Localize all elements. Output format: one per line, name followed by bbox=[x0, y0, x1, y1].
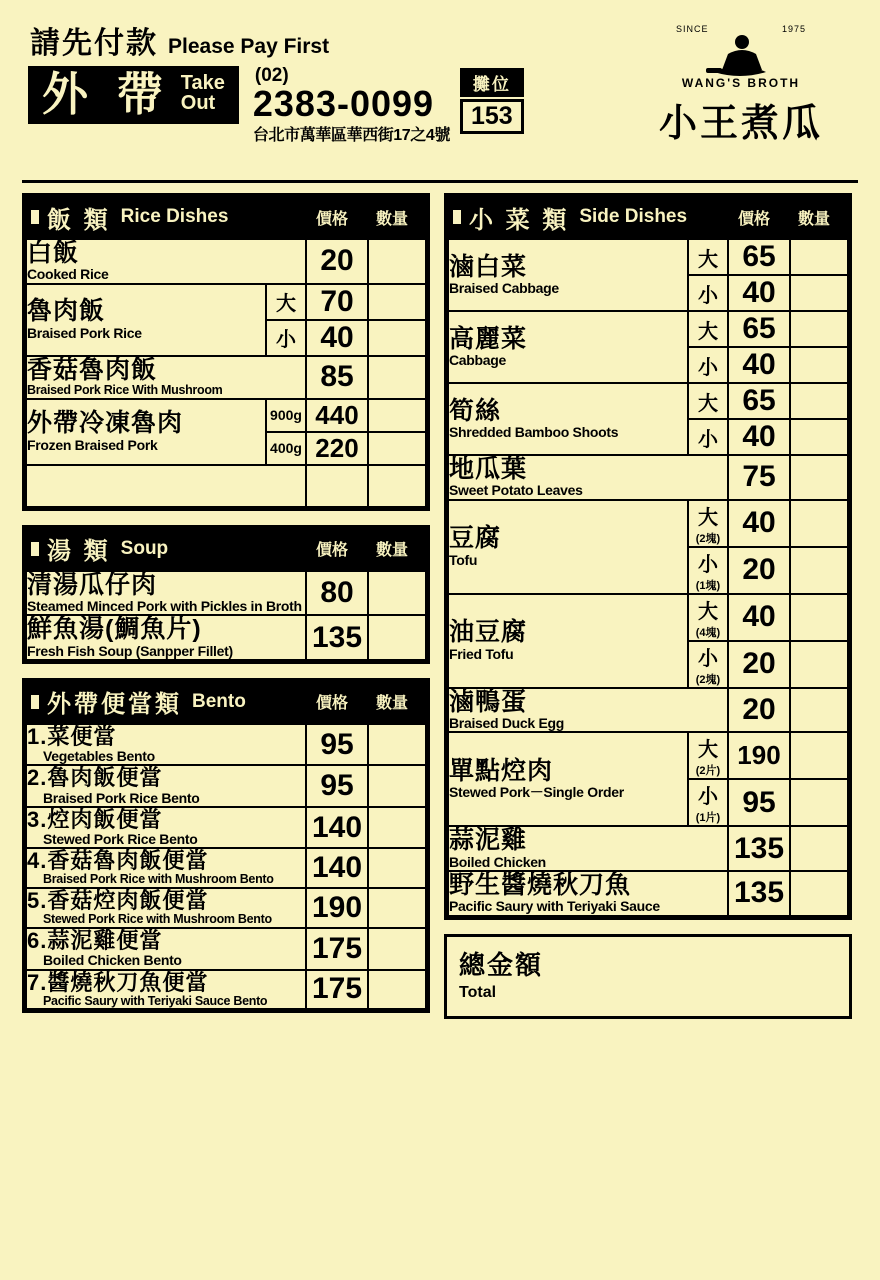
item-name bbox=[448, 239, 688, 311]
item-qty-cell[interactable] bbox=[368, 465, 426, 507]
table-row[interactable] bbox=[448, 826, 848, 871]
item-number: 3. bbox=[27, 806, 48, 832]
table-row[interactable] bbox=[26, 848, 426, 888]
item-qty-cell[interactable] bbox=[368, 399, 426, 432]
item-label-cn: 魯肉飯便當 bbox=[47, 765, 163, 791]
item-name bbox=[26, 356, 306, 399]
table-row[interactable] bbox=[448, 383, 848, 419]
phone-area-code: (02) bbox=[254, 65, 289, 86]
pay-first-en: Please Pay First bbox=[168, 35, 330, 58]
col-header-price: 價格 bbox=[315, 542, 348, 560]
item-price: 175 bbox=[306, 970, 368, 1010]
item-number: 5. bbox=[27, 888, 48, 914]
menu-header bbox=[22, 18, 858, 176]
item-qty-cell[interactable] bbox=[790, 383, 848, 419]
item-name bbox=[26, 571, 306, 616]
item-name bbox=[26, 399, 266, 465]
item-qty-cell[interactable] bbox=[790, 311, 848, 347]
item-size: 400g bbox=[266, 432, 306, 465]
item-price: 95 bbox=[728, 779, 790, 826]
item-name bbox=[26, 724, 306, 765]
table-row[interactable] bbox=[26, 807, 426, 848]
item-qty-cell[interactable] bbox=[790, 347, 848, 383]
item-qty-cell[interactable] bbox=[368, 848, 426, 888]
item-size-label: 小 bbox=[698, 786, 718, 809]
item-qty-cell[interactable] bbox=[368, 432, 426, 465]
item-name bbox=[26, 284, 266, 356]
right-column bbox=[444, 193, 852, 1027]
item-name-en: Sweet Potato Leaves bbox=[449, 482, 583, 499]
item-price: 95 bbox=[306, 765, 368, 806]
item-name-cn: 滷白菜 bbox=[449, 252, 528, 281]
bullet-icon bbox=[453, 210, 461, 224]
item-size bbox=[688, 500, 728, 547]
item-name-cn: 豆腐 bbox=[449, 524, 502, 553]
col-header-price: 價格 bbox=[315, 210, 348, 228]
section-header-rice bbox=[25, 196, 427, 238]
bullet-icon bbox=[31, 695, 39, 709]
item-name-en: Braised Pork Rice with Mushroom Bento bbox=[43, 872, 274, 887]
item-name-cn: 外帶冷凍魯肉 bbox=[27, 409, 184, 438]
item-price: 40 bbox=[728, 500, 790, 547]
item-price: 220 bbox=[306, 432, 368, 465]
item-qty-cell[interactable] bbox=[790, 871, 848, 916]
item-label-cn: 醬燒秋刀魚便當 bbox=[47, 969, 209, 995]
item-qty-cell[interactable] bbox=[790, 275, 848, 311]
store-address: 台北市萬華區華西街17之4號 bbox=[252, 127, 450, 144]
item-size: 小 bbox=[688, 419, 728, 455]
item-name-en: Vegetables Bento bbox=[43, 748, 155, 765]
item-size-note: (2片) bbox=[695, 765, 721, 778]
item-name-cn bbox=[27, 929, 305, 952]
item-name-cn: 地瓜葉 bbox=[449, 455, 528, 483]
item-name-en: Fried Tofu bbox=[449, 645, 514, 662]
item-name-cn: 高麗菜 bbox=[449, 324, 528, 353]
item-name bbox=[448, 871, 728, 916]
item-name-en: Frozen Braised Pork bbox=[27, 436, 158, 453]
takeout-badge bbox=[28, 66, 239, 124]
table-row[interactable] bbox=[448, 455, 848, 500]
item-price: 175 bbox=[306, 928, 368, 969]
phone-number: 2383-0099 bbox=[252, 83, 435, 124]
takeout-cn: 外 帶 bbox=[42, 68, 171, 120]
item-name-cn: 滷鴨蛋 bbox=[449, 687, 528, 716]
item-price: 140 bbox=[306, 848, 368, 888]
item-name-cn: 清湯瓜仔肉 bbox=[27, 570, 158, 599]
table-row[interactable] bbox=[448, 732, 848, 779]
item-name-cn bbox=[27, 808, 305, 831]
item-name-en: Braised Duck Egg bbox=[449, 714, 565, 731]
col-header-qty: 數量 bbox=[797, 210, 830, 228]
col-header-qty: 數量 bbox=[375, 210, 408, 228]
item-name-cn: 白飯 bbox=[27, 239, 80, 267]
item-size-label: 小 bbox=[698, 553, 718, 576]
item-price: 140 bbox=[306, 807, 368, 848]
item-price: 190 bbox=[728, 732, 790, 779]
item-name-cn bbox=[27, 889, 305, 912]
item-number: 4. bbox=[27, 848, 48, 874]
item-qty-cell[interactable] bbox=[790, 826, 848, 871]
item-size bbox=[688, 779, 728, 826]
item-name-cn: 魯肉飯 bbox=[27, 297, 106, 326]
takeout-en bbox=[181, 74, 225, 113]
stall-label: 攤位 bbox=[460, 68, 524, 97]
item-name-cn bbox=[27, 725, 305, 748]
item-price: 70 bbox=[306, 284, 368, 320]
item-size: 大 bbox=[266, 284, 306, 320]
item-price-empty bbox=[306, 465, 368, 507]
item-price: 85 bbox=[306, 356, 368, 399]
item-qty-cell[interactable] bbox=[368, 807, 426, 848]
item-price: 75 bbox=[728, 455, 790, 500]
item-qty-cell[interactable] bbox=[790, 547, 848, 594]
item-qty-cell[interactable] bbox=[790, 500, 848, 547]
left-column bbox=[22, 193, 430, 1027]
takeout-en-line1: Take bbox=[180, 72, 225, 95]
item-name-cn: 筍絲 bbox=[449, 396, 502, 425]
item-price: 40 bbox=[306, 320, 368, 356]
item-name-en: Braised Cabbage bbox=[449, 279, 559, 296]
item-name-cn: 鮮魚湯(鯛魚片) bbox=[27, 615, 202, 644]
brand-since-left: SINCE bbox=[676, 24, 709, 34]
takeout-en-line2: Out bbox=[180, 92, 216, 114]
item-qty-cell[interactable] bbox=[790, 641, 848, 688]
table-row[interactable] bbox=[26, 724, 426, 765]
table-row[interactable] bbox=[448, 688, 848, 733]
item-size: 大 bbox=[688, 311, 728, 347]
item-name-en: Stewed Pork Rice with Mushroom Bento bbox=[43, 912, 272, 927]
item-price: 440 bbox=[306, 399, 368, 432]
item-name bbox=[448, 455, 728, 500]
item-name-cn bbox=[27, 971, 305, 994]
item-qty-cell[interactable] bbox=[790, 239, 848, 275]
brand-since-right: 1975 bbox=[781, 24, 806, 34]
item-name-empty bbox=[26, 465, 306, 507]
item-name bbox=[26, 615, 306, 660]
item-size-note: (4塊) bbox=[695, 626, 721, 639]
item-qty-cell[interactable] bbox=[790, 779, 848, 826]
table-row[interactable] bbox=[448, 500, 848, 547]
table-row[interactable] bbox=[26, 928, 426, 969]
col-header-price: 價格 bbox=[737, 210, 770, 228]
item-price: 135 bbox=[306, 615, 368, 660]
item-name-cn: 油豆腐 bbox=[449, 618, 528, 647]
item-name bbox=[448, 688, 728, 733]
item-name bbox=[26, 888, 306, 928]
item-qty-cell[interactable] bbox=[790, 732, 848, 779]
item-size: 大 bbox=[688, 383, 728, 419]
item-size bbox=[688, 547, 728, 594]
pay-first-cn: 請先付款 bbox=[30, 27, 158, 60]
item-label-cn: 菜便當 bbox=[47, 723, 117, 749]
item-number: 1. bbox=[27, 723, 48, 749]
item-price: 40 bbox=[728, 347, 790, 383]
item-label-cn: 蒜泥雞便當 bbox=[47, 928, 163, 954]
item-name-en: Boiled Chicken bbox=[449, 853, 546, 870]
item-size-label: 大 bbox=[698, 739, 718, 762]
item-price: 40 bbox=[728, 594, 790, 641]
item-name bbox=[26, 848, 306, 888]
item-price: 20 bbox=[306, 239, 368, 284]
item-name bbox=[26, 970, 306, 1010]
item-name bbox=[448, 594, 688, 688]
item-name-en: Pacific Saury with Teriyaki Sauce bbox=[449, 898, 660, 915]
item-name-cn: 蒜泥雞 bbox=[449, 826, 528, 855]
item-price: 135 bbox=[728, 871, 790, 916]
table-row[interactable] bbox=[26, 239, 426, 284]
table-row[interactable] bbox=[26, 765, 426, 806]
item-size: 小 bbox=[266, 320, 306, 356]
item-name-en: Stewed Pork Rice Bento bbox=[43, 830, 198, 847]
table-row[interactable] bbox=[26, 356, 426, 399]
item-qty-cell[interactable] bbox=[368, 765, 426, 806]
item-name-cn bbox=[27, 849, 305, 872]
section-title-cn: 湯 類 bbox=[47, 538, 111, 566]
brand-logo bbox=[626, 24, 856, 147]
item-qty-cell[interactable] bbox=[368, 928, 426, 969]
section-title-cn: 小 菜 類 bbox=[469, 206, 570, 234]
item-price: 40 bbox=[728, 275, 790, 311]
item-size-note: (1片) bbox=[695, 812, 721, 825]
stall-number: 153 bbox=[460, 99, 524, 134]
chef-illustration-icon bbox=[680, 32, 800, 88]
item-name-en: Cooked Rice bbox=[27, 266, 109, 283]
item-size bbox=[688, 732, 728, 779]
item-size-note: (2塊) bbox=[695, 673, 721, 686]
item-label-cn: 香菇焢肉飯便當 bbox=[47, 888, 209, 914]
item-name-cn: 單點焢肉 bbox=[449, 756, 554, 785]
item-size-label: 小 bbox=[698, 647, 718, 670]
contact-block bbox=[253, 66, 450, 144]
item-qty-cell[interactable] bbox=[368, 724, 426, 765]
table-row[interactable] bbox=[448, 594, 848, 641]
item-qty-cell[interactable] bbox=[368, 888, 426, 928]
item-name-en: Fresh Fish Soup (Sanpper Fillet) bbox=[27, 642, 233, 659]
section-title-en: Side Dishes bbox=[579, 206, 688, 227]
col-header-qty: 數量 bbox=[375, 695, 408, 713]
table-row[interactable] bbox=[448, 871, 848, 916]
table-row[interactable] bbox=[26, 399, 426, 432]
table-row[interactable] bbox=[26, 571, 426, 616]
item-size-label: 大 bbox=[698, 506, 718, 529]
table-row[interactable] bbox=[448, 239, 848, 275]
brand-name-cn: 小王煮瓜 bbox=[658, 103, 823, 145]
total-label-en: Total bbox=[459, 983, 497, 1001]
item-name bbox=[448, 311, 688, 383]
table-row[interactable] bbox=[26, 284, 426, 320]
item-qty-cell[interactable] bbox=[368, 615, 426, 660]
table-row[interactable] bbox=[26, 888, 426, 928]
item-price: 20 bbox=[728, 688, 790, 733]
header-divider bbox=[22, 180, 858, 183]
col-header-qty: 數量 bbox=[375, 542, 408, 560]
item-name bbox=[26, 765, 306, 806]
item-name bbox=[448, 500, 688, 594]
item-name bbox=[26, 807, 306, 848]
item-size-label: 大 bbox=[698, 600, 718, 623]
item-price: 20 bbox=[728, 547, 790, 594]
item-name-en: Pacific Saury with Teriyaki Sauce Bento bbox=[43, 993, 268, 1008]
section-header-bento bbox=[25, 681, 427, 723]
item-size-note: (2塊) bbox=[695, 532, 721, 545]
item-name-en: Braised Pork Rice Bento bbox=[43, 789, 200, 806]
section-title-cn: 外帶便當類 bbox=[47, 691, 182, 719]
item-size bbox=[688, 594, 728, 641]
section-title-en: Soup bbox=[120, 537, 169, 559]
item-name-en: Braised Pork Rice With Mushroom bbox=[27, 382, 223, 397]
section-title-en: Rice Dishes bbox=[120, 206, 229, 227]
section-title-en: Bento bbox=[192, 690, 246, 712]
section-title-cn: 飯 類 bbox=[47, 206, 111, 234]
item-price: 135 bbox=[728, 826, 790, 871]
item-label-cn: 焢肉飯便當 bbox=[47, 806, 163, 832]
item-number: 2. bbox=[27, 765, 48, 791]
total-box bbox=[444, 934, 852, 1019]
table-row[interactable] bbox=[26, 970, 426, 1010]
item-price: 65 bbox=[728, 383, 790, 419]
item-price: 95 bbox=[306, 724, 368, 765]
item-price: 65 bbox=[728, 239, 790, 275]
item-qty-cell[interactable] bbox=[368, 970, 426, 1010]
item-size: 小 bbox=[688, 275, 728, 311]
table-row[interactable] bbox=[26, 615, 426, 660]
item-price: 65 bbox=[728, 311, 790, 347]
item-name bbox=[26, 239, 306, 284]
bullet-icon bbox=[31, 542, 39, 556]
total-label-cn: 總金額 bbox=[459, 949, 544, 980]
item-name bbox=[448, 732, 688, 826]
item-qty-cell[interactable] bbox=[790, 455, 848, 500]
item-name bbox=[448, 383, 688, 455]
col-header-price: 價格 bbox=[315, 695, 348, 713]
item-price: 40 bbox=[728, 419, 790, 455]
item-name-en: Steamed Minced Pork with Pickles in Broth bbox=[27, 597, 302, 614]
item-size: 小 bbox=[688, 347, 728, 383]
item-number: 7. bbox=[27, 969, 48, 995]
stall-badge bbox=[460, 68, 524, 134]
item-price: 190 bbox=[306, 888, 368, 928]
item-qty-cell[interactable] bbox=[368, 571, 426, 616]
section-header-soup bbox=[25, 528, 427, 570]
item-label-cn: 香菇魯肉飯便當 bbox=[47, 848, 209, 874]
section-soup bbox=[22, 525, 430, 664]
item-name bbox=[26, 928, 306, 969]
section-side-dishes bbox=[444, 193, 852, 920]
item-qty-cell[interactable] bbox=[790, 419, 848, 455]
table-row-empty[interactable] bbox=[26, 465, 426, 507]
item-qty-cell[interactable] bbox=[368, 239, 426, 284]
item-name-cn: 野生醬燒秋刀魚 bbox=[449, 870, 632, 899]
item-size: 大 bbox=[688, 239, 728, 275]
item-name-cn: 香菇魯肉飯 bbox=[27, 355, 158, 384]
item-name-en: Cabbage bbox=[449, 351, 507, 368]
table-row[interactable] bbox=[448, 311, 848, 347]
item-price: 20 bbox=[728, 641, 790, 688]
section-header-side bbox=[447, 196, 849, 238]
item-name-cn bbox=[27, 766, 305, 789]
item-size: 900g bbox=[266, 399, 306, 432]
item-name-en: Shredded Bamboo Shoots bbox=[449, 423, 619, 440]
item-size-note: (1塊) bbox=[695, 579, 721, 592]
item-name-en: Braised Pork Rice bbox=[27, 324, 142, 341]
item-name bbox=[448, 826, 728, 871]
item-qty-cell[interactable] bbox=[368, 320, 426, 356]
section-bento bbox=[22, 678, 430, 1013]
item-qty-cell[interactable] bbox=[368, 284, 426, 320]
item-number: 6. bbox=[27, 928, 48, 954]
bullet-icon bbox=[31, 210, 39, 224]
section-rice-dishes bbox=[22, 193, 430, 511]
brand-name-en: WANG'S BROTH bbox=[681, 76, 801, 90]
item-name-en: Tofu bbox=[449, 551, 478, 568]
item-qty-cell[interactable] bbox=[790, 688, 848, 733]
item-size bbox=[688, 641, 728, 688]
item-price: 80 bbox=[306, 571, 368, 616]
item-name-en: Stewed Pork－Single Order bbox=[449, 784, 624, 801]
item-qty-cell[interactable] bbox=[790, 594, 848, 641]
item-qty-cell[interactable] bbox=[368, 356, 426, 399]
item-name-en: Boiled Chicken Bento bbox=[43, 952, 182, 969]
